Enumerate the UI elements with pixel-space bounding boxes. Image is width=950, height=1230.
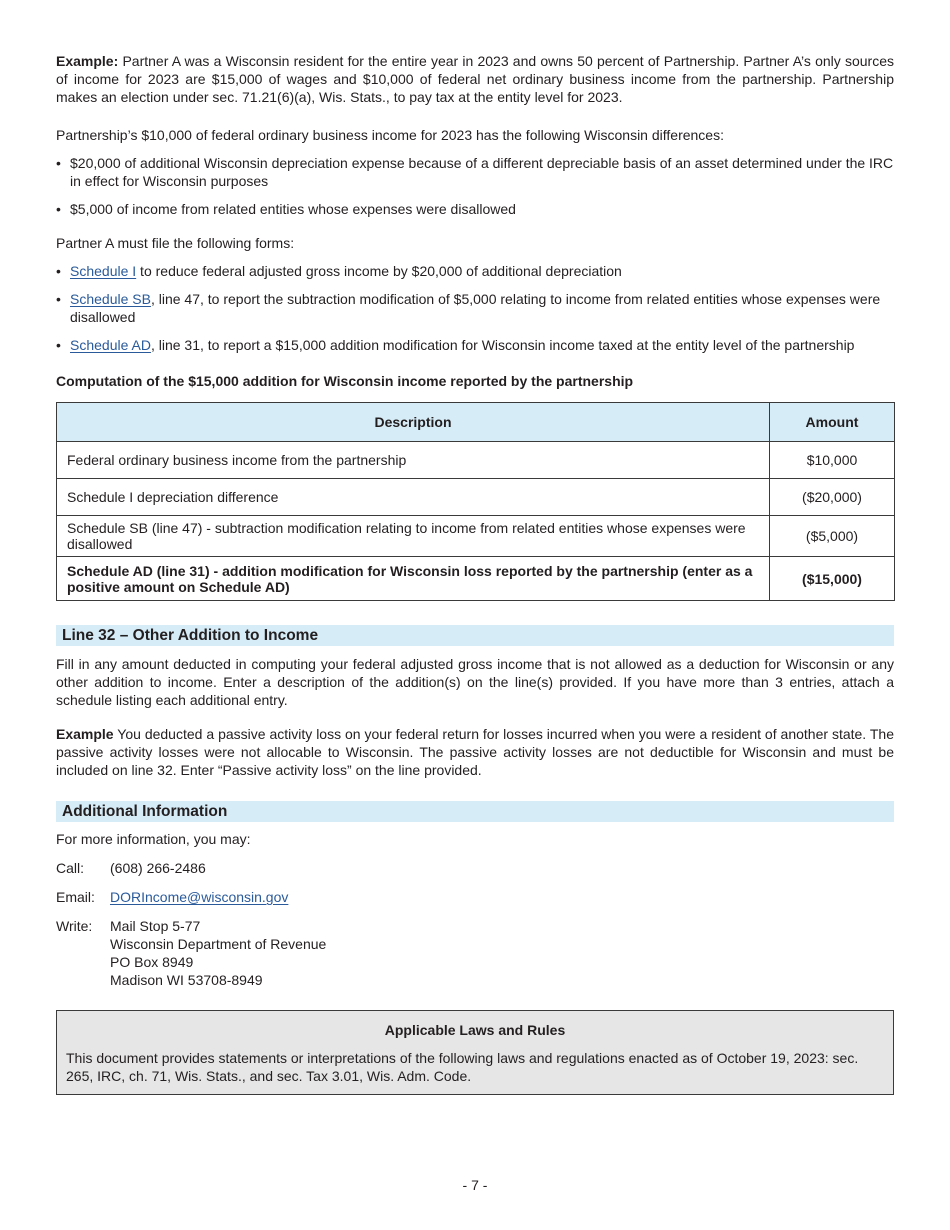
table-row xyxy=(57,442,895,479)
line-32-heading: Line 32 – Other Addition to Income xyxy=(56,625,894,646)
list-item xyxy=(56,290,894,326)
forms-list xyxy=(56,262,894,354)
address-line: Wisconsin Department of Revenue xyxy=(110,936,327,952)
example-text: Partner A was a Wisconsin resident for the entire year in 2023 and owns 50 percent of Partnership. Partner A’s only sources of income for 2023 are $15,000 of wages and $10,000 of federal net ordinary business income from the partnership. Partnership makes an election under sec. 71.21(6)(a), Wis. Stats., to pay tax at the entity level for 2023. xyxy=(56,53,894,105)
row-description: Schedule AD (line 31) - addition modification for Wisconsin loss reported by the partnership (enter as a positive amount on Schedule AD) xyxy=(57,557,770,601)
computation-title: Computation of the $15,000 addition for Wisconsin income reported by the partnership xyxy=(56,373,634,389)
row-amount: ($15,000) xyxy=(770,557,895,601)
list-item xyxy=(56,262,894,280)
row-description: Federal ordinary business income from the partnership xyxy=(57,442,770,479)
schedule-ad-link[interactable]: Schedule AD xyxy=(70,337,151,353)
phone-number: (608) 266-2486 xyxy=(110,860,206,876)
list-item-text: to reduce federal adjusted gross income by $20,000 of additional depreciation xyxy=(136,263,622,279)
column-header-amount: Amount xyxy=(770,403,895,442)
row-amount: $10,000 xyxy=(770,442,895,479)
list-item-text: , line 31, to report a $15,000 addition modification for Wisconsin income taxed at the entity level of the partnership xyxy=(150,337,855,353)
table-header-row xyxy=(57,403,895,442)
row-amount: ($5,000) xyxy=(770,516,895,557)
laws-body: This document provides statements or interpretations of the following laws and regulations enacted as of October 19, 2023: sec. 265, IRC, ch. 71, Wis. Stats., and sec. Tax 3.01, Wis. Adm. Code. xyxy=(66,1050,859,1084)
write-label: Write: xyxy=(56,918,93,934)
column-header-description: Description xyxy=(57,403,770,442)
list-item: • $5,000 of income from related entities whose expenses were disallowed xyxy=(56,200,894,218)
contact-write xyxy=(56,917,894,989)
page-number: - 7 - xyxy=(462,1177,488,1193)
example-label: Example: xyxy=(56,53,119,69)
table-row xyxy=(57,479,895,516)
line-32-body: Fill in any amount deducted in computing your federal adjusted gross income that is not allowed as a deduction for Wisconsin or any other addition to income. Enter a description of the addition(s) on the line(s) provided. If you have more than 3 entries, attach a schedule listing each additional entry. xyxy=(56,656,894,708)
address-line: Madison WI 53708-8949 xyxy=(110,972,263,988)
email-link[interactable]: DORIncome@wisconsin.gov xyxy=(110,889,289,905)
table-row-total xyxy=(57,557,895,601)
laws-heading: Applicable Laws and Rules xyxy=(384,1022,566,1038)
differences-intro: Partnership’s $10,000 of federal ordinary business income for 2023 has the following Wisconsin differences: xyxy=(56,127,724,143)
forms-intro: Partner A must file the following forms: xyxy=(56,235,295,251)
contact-call xyxy=(56,859,894,877)
address-line: PO Box 8949 xyxy=(110,954,194,970)
row-description: Schedule I depreciation difference xyxy=(57,479,770,516)
example-text: You deducted a passive activity loss on your federal return for losses incurred when you were a resident of another state. The passive activity losses were not allocable to Wisconsin. The passive activity losses are not deductible for Wisconsin and must be included on line 32. Enter “Passive activity loss” on the line provided. xyxy=(56,726,894,778)
schedule-i-link[interactable]: Schedule I xyxy=(70,263,137,279)
call-label: Call: xyxy=(56,860,85,876)
example-label: Example xyxy=(56,726,114,742)
applicable-laws-box xyxy=(56,1010,894,1095)
row-description: Schedule SB (line 47) - subtraction modification relating to income from related entities whose expenses were disallowed xyxy=(57,516,770,557)
additional-info-heading: Additional Information xyxy=(56,801,894,822)
row-amount: ($20,000) xyxy=(770,479,895,516)
email-label: Email: xyxy=(56,889,95,905)
page-content xyxy=(56,52,894,1095)
line-32-example xyxy=(56,725,894,779)
computation-table xyxy=(56,402,895,601)
additional-intro: For more information, you may: xyxy=(56,831,251,847)
table-row xyxy=(57,516,895,557)
list-item xyxy=(56,336,894,354)
list-item-text: , line 47, to report the subtraction modification of $5,000 relating to income from related entities whose expenses were disallowed xyxy=(70,291,881,325)
schedule-sb-link[interactable]: Schedule SB xyxy=(70,291,151,307)
contact-email xyxy=(56,888,894,906)
address-line: Mail Stop 5-77 xyxy=(110,918,201,934)
differences-list xyxy=(56,154,894,218)
list-item: • $20,000 of additional Wisconsin depreciation expense because of a different depreciable basis of an asset determined under the IRC in effect for Wisconsin purposes xyxy=(56,154,894,190)
mailing-address xyxy=(110,917,894,989)
example-paragraph xyxy=(56,52,894,106)
